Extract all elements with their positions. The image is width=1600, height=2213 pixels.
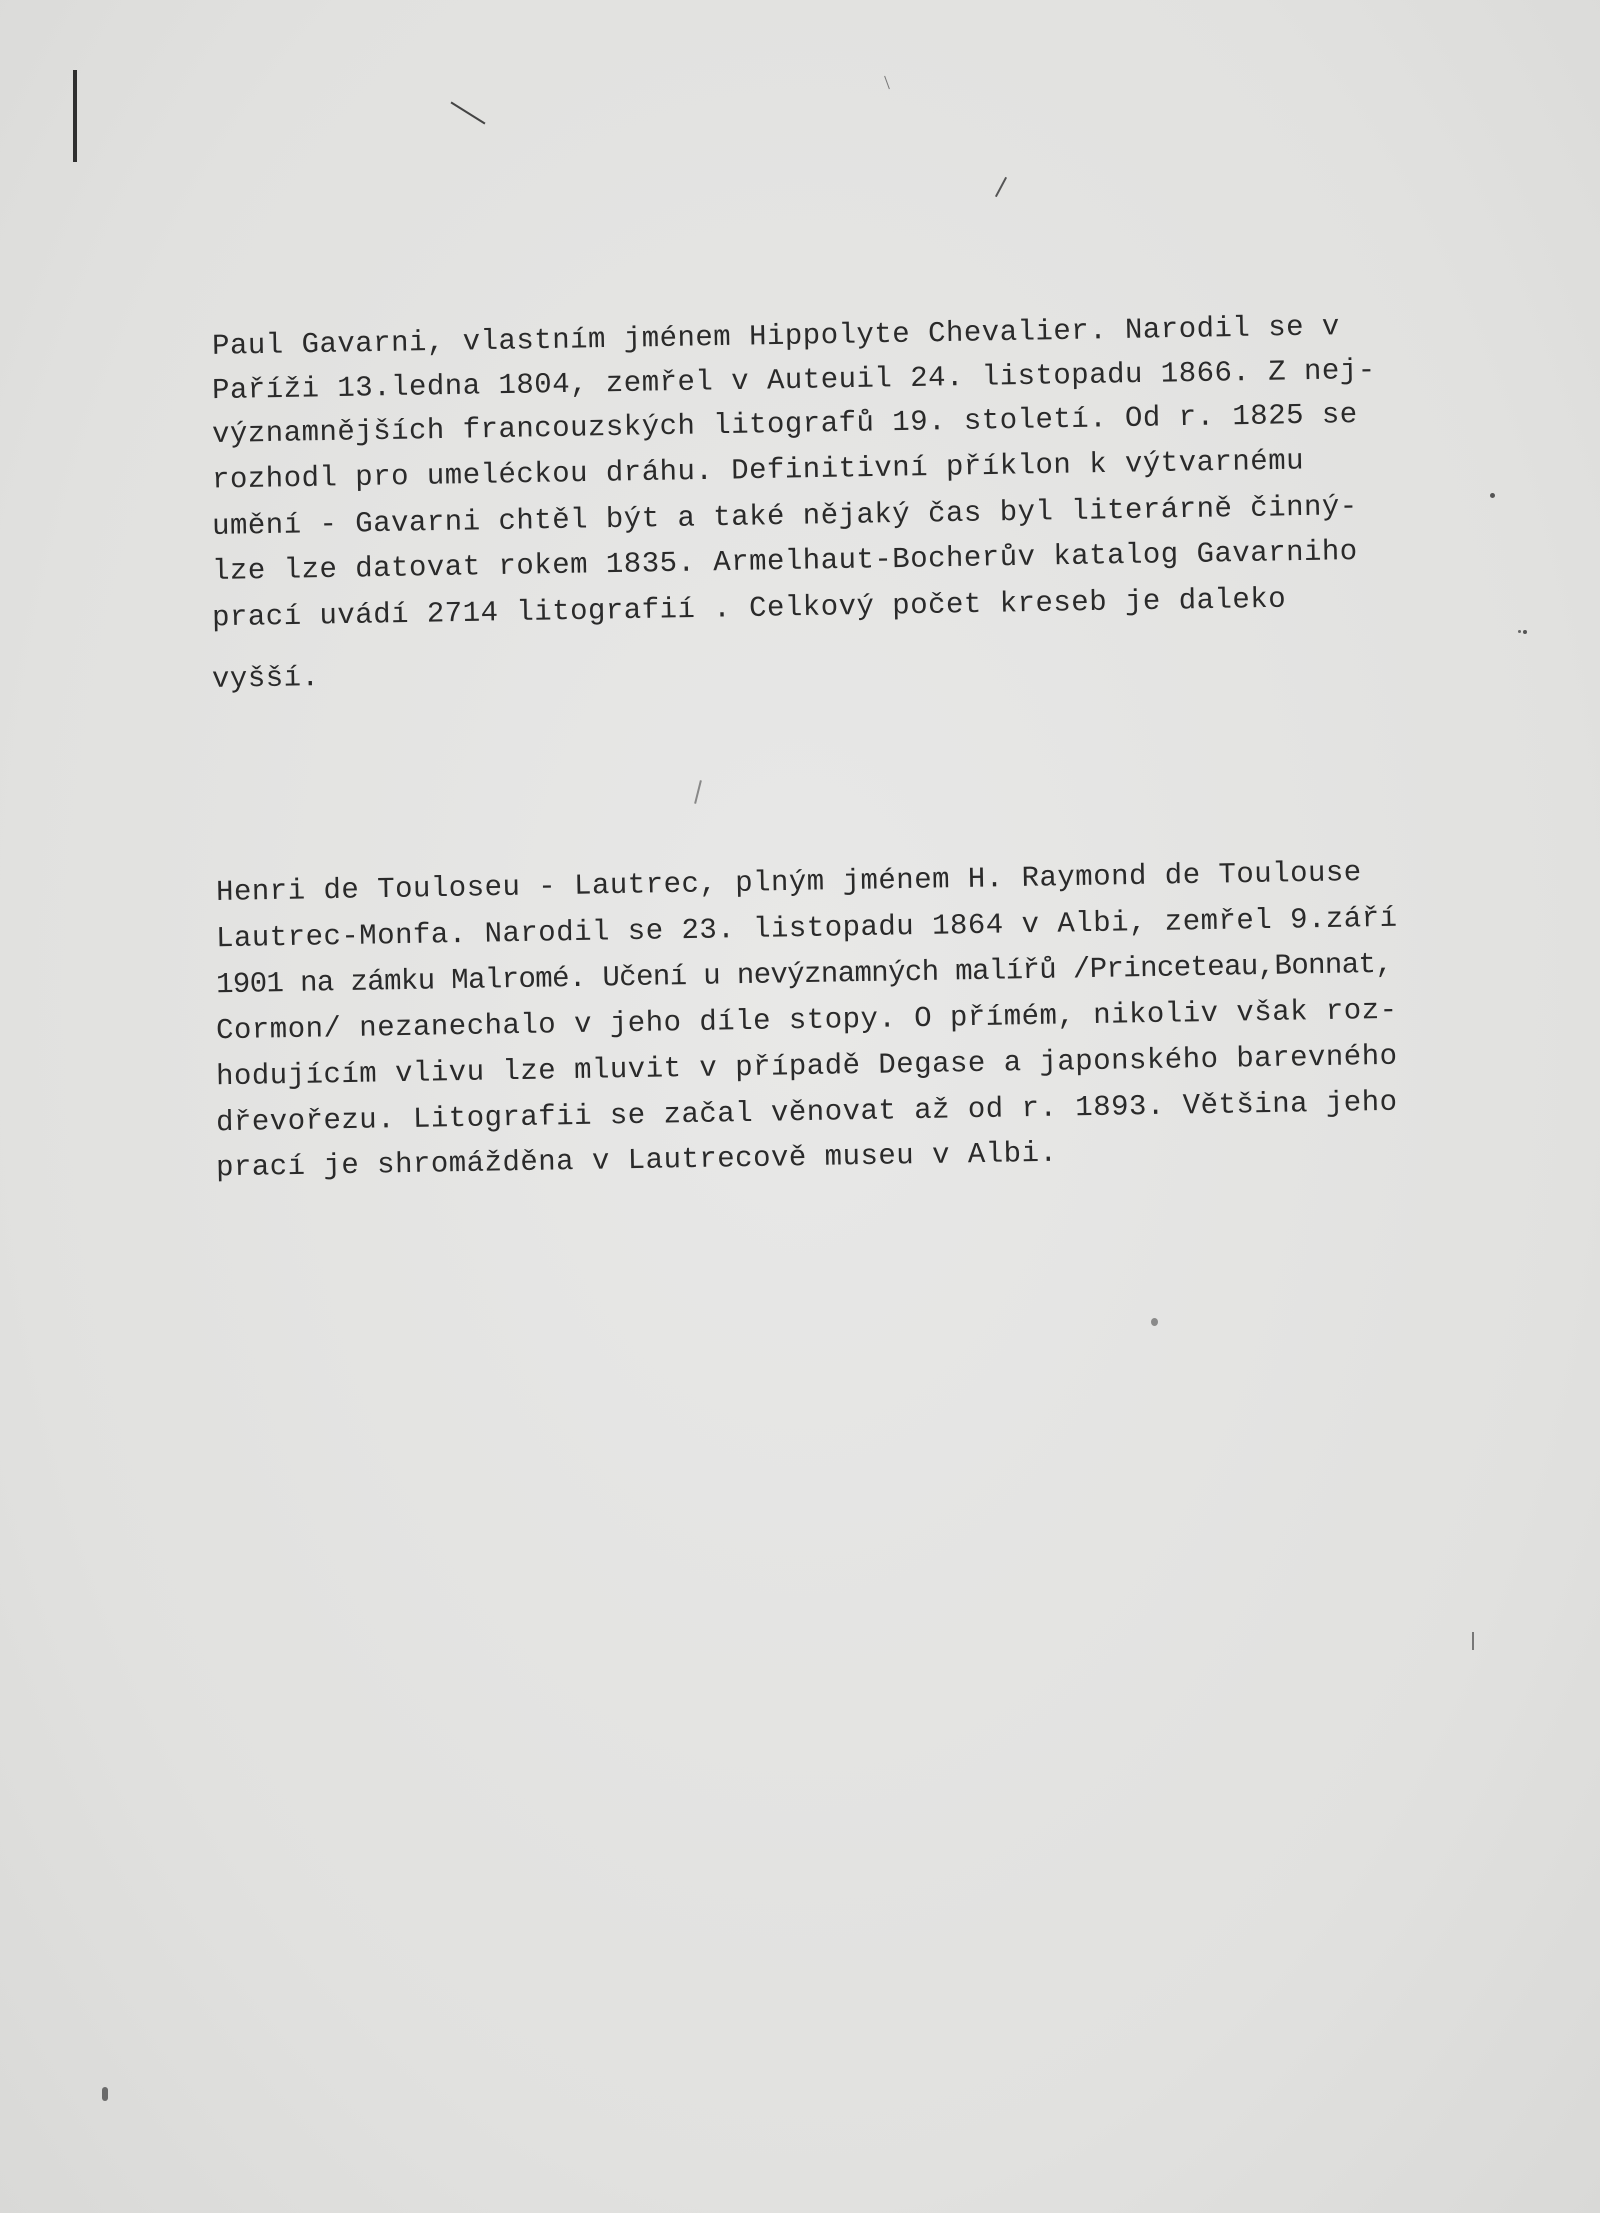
text-line: prací uvádí 2714 litografií . Celkový počet kreseb je daleko bbox=[211, 582, 1287, 635]
pencil-stroke bbox=[451, 102, 486, 125]
text-line: Cormon/ nezanechalo v jeho díle stopy. O přímém, nikoliv však roz- bbox=[215, 993, 1398, 1048]
text-line: prací je shromážděna v Lautrecově museu v Albi. bbox=[215, 1136, 1058, 1185]
text-line: vyšší. bbox=[211, 661, 320, 696]
pencil-stroke bbox=[694, 780, 702, 804]
text-line: Lautrec-Monfa. Narodil se 23. listopadu 1864 v Albi, zemřel 9.září bbox=[215, 901, 1398, 956]
text-line: 1901 na zámku Malromé. Učení u nevýznamných malířů /Princeteau,Bonnat, bbox=[215, 947, 1393, 1002]
speck bbox=[102, 2087, 108, 2101]
speck bbox=[1490, 493, 1495, 498]
text-line: Paul Gavarni, vlastním jménem Hippolyte Chevalier. Narodil se v bbox=[211, 310, 1341, 363]
binder-mark bbox=[73, 70, 77, 162]
text-line: umění - Gavarni chtěl být a také nějaký čas byl literárně činný- bbox=[211, 490, 1358, 543]
speck bbox=[1151, 1318, 1158, 1326]
pencil-stroke bbox=[1472, 1632, 1474, 1650]
pencil-stroke bbox=[995, 177, 1007, 197]
text-line: Henri de Touloseu - Lautrec, plným jménem H. Raymond de Toulouse bbox=[215, 856, 1362, 909]
text-line: hodujícím vlivu lze mluvit v případě Degase a japonského barevného bbox=[215, 1039, 1398, 1094]
pencil-stroke bbox=[884, 76, 890, 89]
text-line: rozhodl pro umeléckou dráhu. Definitivní příklon k výtvarnému bbox=[211, 444, 1305, 497]
text-line: Paříži 13.ledna 1804, zemřel v Auteuil 24. listopadu 1866. Z nej- bbox=[211, 353, 1376, 408]
speck bbox=[1518, 630, 1521, 633]
text-line: významnějších francouzských litografů 19. století. Od r. 1825 se bbox=[211, 398, 1358, 451]
text-line: lze lze datovat rokem 1835. Armelhaut-Bocherův katalog Gavarniho bbox=[211, 535, 1358, 588]
text-line: dřevořezu. Litografii se začal věnovat až od r. 1893. Většina jeho bbox=[215, 1085, 1398, 1140]
speck bbox=[1523, 630, 1527, 634]
